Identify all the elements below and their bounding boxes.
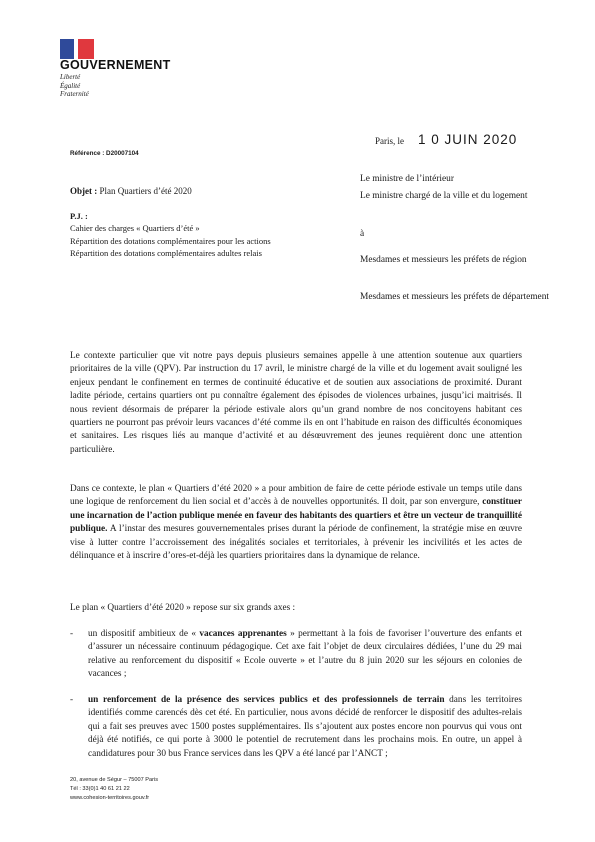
list-dash: - [70, 629, 74, 639]
subject-line [70, 186, 192, 196]
paragraph-plan-text: Dans ce contexte, le plan « Quartiers d’été 2020 » a pour ambition de faire de cette période estivale un temps utile dans une logique de renforcement du lien social et d’accès à de nouvelles opportunités. Il doit, par son envergure, [70, 484, 522, 508]
paragraph-axes-intro: Le plan « Quartiers d’été 2020 » repose sur six grands axes : [70, 603, 296, 613]
motto-line: Liberté [60, 73, 81, 81]
list-item-text: un dispositif ambitieux de « [88, 629, 200, 639]
motto [60, 73, 89, 99]
list-item-emphasis: vacances apprenantes [199, 629, 287, 639]
paragraph-plan [70, 483, 522, 563]
marianne-logo [60, 39, 94, 59]
sender-1: Le ministre de l’intérieur [360, 174, 454, 184]
attachments-label: P.J. : [70, 211, 88, 221]
attachment-item: Répartition des dotations complémentaires adultes relais [70, 247, 262, 258]
motto-line: Fraternité [60, 90, 89, 98]
to-label: à [360, 229, 365, 239]
reference: Référence : D20007104 [70, 150, 139, 157]
paragraph-plan-emphasis: constituer une incarnation de l’action publique menée en faveur des habitants des quartiers et être un vecteur de tranquillité publique. [70, 497, 522, 535]
paragraph-plan-text: A l’instar des mesures gouvernementales prises durant la période de confinement, la stratégie mise en œuvre vise à lutter contre l’accroissement des inégalités sociales et territoriales, à prévenir les incivilités et les actes de délinquance et à inscrire d’ores-et-déjà les quartiers prioritaires dans la dynamique de relance. [70, 524, 522, 562]
date-line [375, 132, 517, 147]
motto-line: Égalité [60, 81, 81, 90]
government-name: GOUVERNEMENT [60, 58, 171, 72]
sender-2: Le ministre chargé de la ville et du logement [360, 191, 528, 201]
list-item [70, 694, 522, 761]
recipient-2: Mesdames et messieurs les préfets de département [360, 292, 549, 302]
recipient-1: Mesdames et messieurs les préfets de région [360, 255, 527, 265]
footer-line: www.cohesion-territoires.gouv.fr [70, 795, 150, 801]
attachment-item: Répartition des dotations complémentaires pour les actions [70, 235, 271, 246]
paragraph-context: Le contexte particulier que vit notre pays depuis plusieurs semaines appelle à une attention soutenue aux quartiers prioritaires de la ville (QPV). Par instruction du 17 avril, le ministre chargé de la ville et du logement avait souligné les enjeux pendant le confinement en termes de continuité éducative et de soutien aux associations de proximité. Durant ladite période, certains quartiers ont pu connaître également des épisodes de violences urbaines, jusqu’ici maitrisés. Il nous revient désormais de préparer la période estivale alors qu’un grand nombre de nos concitoyens habitant ces quartiers ne pourront pas prévoir leurs vacances d’été comme ils en ont l’habitude en raison des difficultés économiques et sanitaires. Les risques liés au manque d’activité et au désœuvrement des jeunes requièrent donc une attention particulière. [70, 351, 522, 455]
footer-line: Tél : 33(0)1 40 61 21 22 [70, 786, 130, 792]
footer-address [70, 776, 158, 803]
list-item-emphasis: un renforcement de la présence des services publics et des professionnels de terrain [88, 695, 445, 705]
footer-line: 20, avenue de Ségur – 75007 Paris [70, 777, 159, 783]
list-item [70, 628, 523, 682]
attachment-item: Cahier des charges « Quartiers d’été » [70, 223, 200, 234]
attachments [70, 210, 271, 259]
list-item-text: dans les territoires identifiés comme carencés dès cet été. En particulier, nous avons décidé de renforcer le dispositif des adultes-relais qui a fait ses preuves avec 1500 postes supplémentaires. Ils s’ajoutent aux postes encore non pourvus qui vous ont déjà été notifiés, ce qui porte à 3000 le potentiel de recrutement dans les prochains mois. En outre, un appel à candidatures pour 30 bus France services dans les QPV a été lancé par l’ANCT ; [88, 695, 522, 759]
date-place: Paris, le [375, 136, 404, 146]
list-dash: - [70, 695, 74, 705]
subject-text: Plan Quartiers d’été 2020 [99, 186, 192, 196]
date-stamp: 1 0 JUIN 2020 [418, 132, 518, 147]
subject-label: Objet : [70, 186, 98, 196]
list-item-text: » permettant à la fois de favoriser l’ouverture des enfants et d’assurer un nécessaire continuum pédagogique. Cet axe fait l’objet de deux circulaires dédiées, l’une du 29 mai relative au renforcement du dispositif « Ecole ouverte » et l’autre du 8 juin 2020 sur les séjours en colonies de vacances ; [88, 629, 523, 680]
